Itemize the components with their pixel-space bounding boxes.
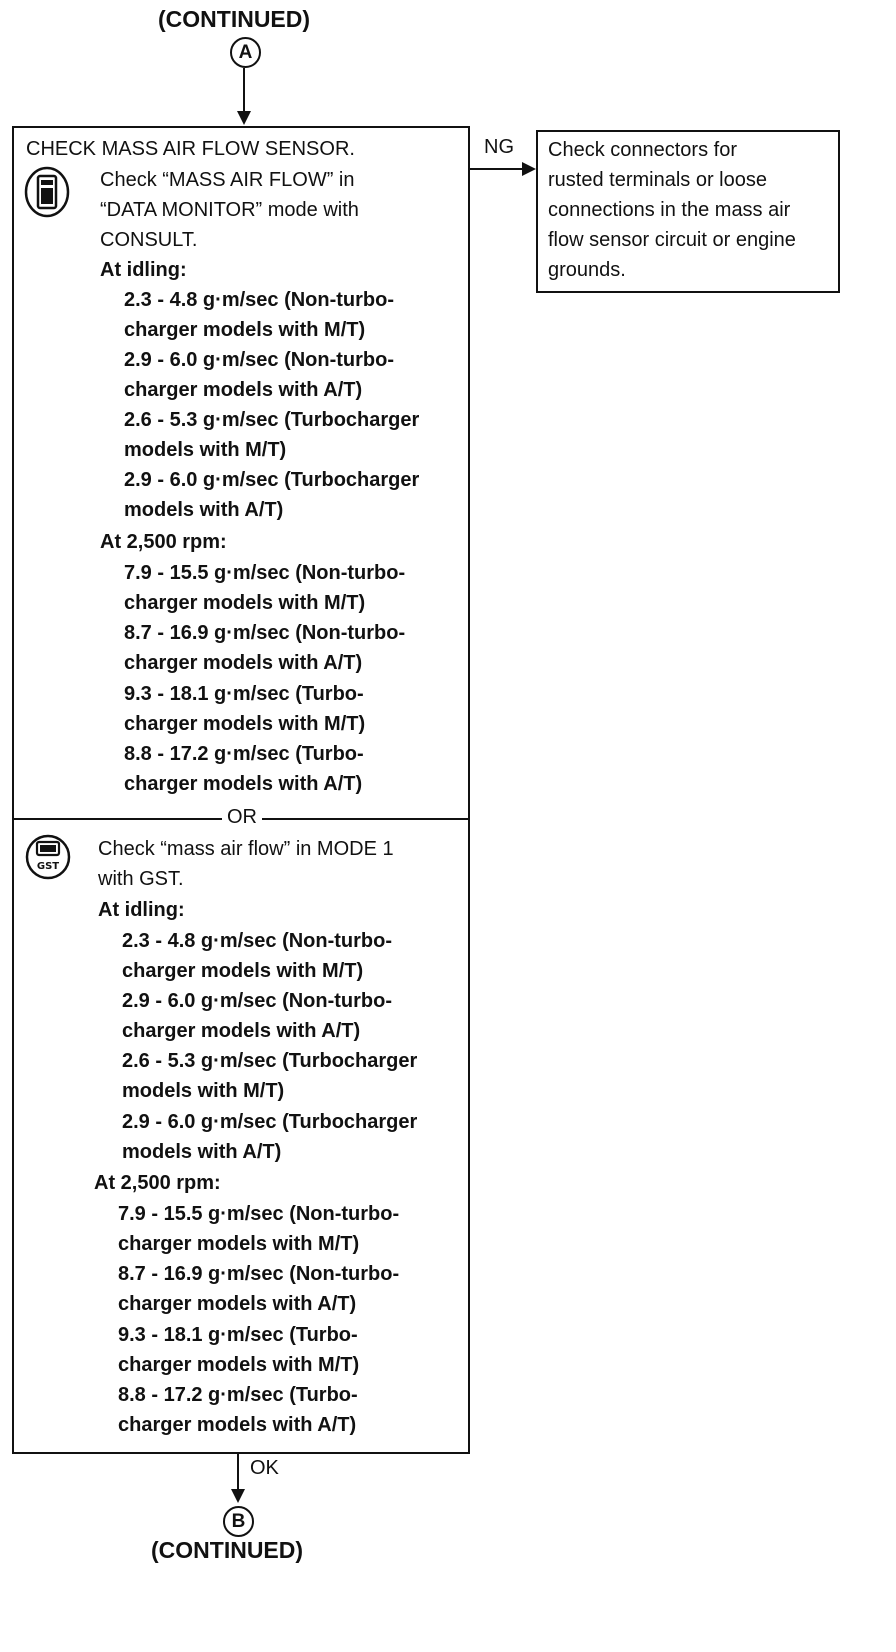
- consult-idle-line-6: models with M/T): [124, 439, 287, 461]
- or-label: OR: [227, 806, 257, 828]
- or-divider-right: [262, 818, 468, 820]
- gst-idle-line-3: 2.9 - 6.0 g·m/sec (Non-turbo-: [122, 990, 393, 1012]
- gst-rpm-line-5: 9.3 - 18.1 g·m/sec (Turbo-: [118, 1324, 358, 1346]
- consult-idle-heading: At idling:: [100, 259, 187, 281]
- consult-idle-line-3: 2.9 - 6.0 g·m/sec (Non-turbo-: [124, 349, 395, 371]
- main-box-title: CHECK MASS AIR FLOW SENSOR.: [26, 138, 355, 160]
- ng-flow-line: [470, 168, 524, 170]
- consult-rpm-line-6: charger models with M/T): [124, 713, 366, 735]
- flow-line-top: [243, 68, 245, 112]
- connector-a: A: [230, 37, 261, 68]
- arrow-right-icon: [522, 162, 536, 176]
- ng-line-1: Check connectors for: [548, 139, 737, 161]
- gst-rpm-line-1: 7.9 - 15.5 g·m/sec (Non-turbo-: [118, 1203, 400, 1225]
- gst-idle-line-5: 2.6 - 5.3 g·m/sec (Turbocharger: [122, 1050, 418, 1072]
- gst-rpm-line-7: 8.8 - 17.2 g·m/sec (Turbo-: [118, 1384, 358, 1406]
- consult-idle-line-4: charger models with A/T): [124, 379, 363, 401]
- gst-rpm-line-4: charger models with A/T): [118, 1293, 357, 1315]
- flow-line-bottom: [237, 1454, 239, 1490]
- gst-rpm-line-6: charger models with M/T): [118, 1354, 360, 1376]
- gst-line-2: with GST.: [98, 868, 184, 890]
- gst-tool-icon: [24, 833, 72, 881]
- consult-rpm-line-7: 8.8 - 17.2 g·m/sec (Turbo-: [124, 743, 364, 765]
- continued-label-top: (CONTINUED): [158, 6, 311, 32]
- gst-rpm-heading: At 2,500 rpm:: [94, 1172, 221, 1194]
- gst-idle-line-1: 2.3 - 4.8 g·m/sec (Non-turbo-: [122, 930, 393, 952]
- consult-idle-line-2: charger models with M/T): [124, 319, 366, 341]
- consult-idle-line-7: 2.9 - 6.0 g·m/sec (Turbocharger: [124, 469, 420, 491]
- consult-line-2: “DATA MONITOR” mode with: [100, 199, 359, 221]
- consult-line-3: CONSULT.: [100, 229, 198, 251]
- consult-idle-line-5: 2.6 - 5.3 g·m/sec (Turbocharger: [124, 409, 420, 431]
- gst-idle-line-4: charger models with A/T): [122, 1020, 361, 1042]
- consult-rpm-line-2: charger models with M/T): [124, 592, 366, 614]
- consult-rpm-line-1: 7.9 - 15.5 g·m/sec (Non-turbo-: [124, 562, 406, 584]
- ng-line-3: connections in the mass air: [548, 199, 791, 221]
- gst-rpm-line-8: charger models with A/T): [118, 1414, 357, 1436]
- gst-icon-text: GST: [36, 861, 60, 872]
- continued-label-bottom: (CONTINUED): [151, 1537, 304, 1563]
- or-divider-left: [14, 818, 222, 820]
- consult-rpm-line-4: charger models with A/T): [124, 652, 363, 674]
- ng-line-5: grounds.: [548, 259, 626, 281]
- gst-idle-line-8: models with A/T): [122, 1141, 282, 1163]
- consult-rpm-line-8: charger models with A/T): [124, 773, 363, 795]
- ng-line-4: flow sensor circuit or engine: [548, 229, 796, 251]
- gst-rpm-line-3: 8.7 - 16.9 g·m/sec (Non-turbo-: [118, 1263, 400, 1285]
- arrow-down-icon: [231, 1489, 245, 1503]
- gst-idle-heading: At idling:: [98, 899, 185, 921]
- consult-line-1: Check “MASS AIR FLOW” in: [100, 169, 355, 191]
- ng-line-2: rusted terminals or loose: [548, 169, 767, 191]
- consult-rpm-heading: At 2,500 rpm:: [100, 531, 227, 553]
- ng-label: NG: [484, 136, 514, 158]
- gst-idle-line-2: charger models with M/T): [122, 960, 364, 982]
- consult-rpm-line-3: 8.7 - 16.9 g·m/sec (Non-turbo-: [124, 622, 406, 644]
- arrow-down-icon: [237, 111, 251, 125]
- consult-rpm-line-5: 9.3 - 18.1 g·m/sec (Turbo-: [124, 683, 364, 705]
- consult-idle-line-8: models with A/T): [124, 499, 284, 521]
- ok-label: OK: [250, 1457, 279, 1479]
- consult-idle-line-1: 2.3 - 4.8 g·m/sec (Non-turbo-: [124, 289, 395, 311]
- gst-line-1: Check “mass air flow” in MODE 1: [98, 838, 394, 860]
- gst-idle-line-6: models with M/T): [122, 1080, 285, 1102]
- gst-idle-line-7: 2.9 - 6.0 g·m/sec (Turbocharger: [122, 1111, 418, 1133]
- gst-rpm-line-2: charger models with M/T): [118, 1233, 360, 1255]
- connector-b: B: [223, 1506, 254, 1537]
- consult-tool-icon: [24, 166, 70, 218]
